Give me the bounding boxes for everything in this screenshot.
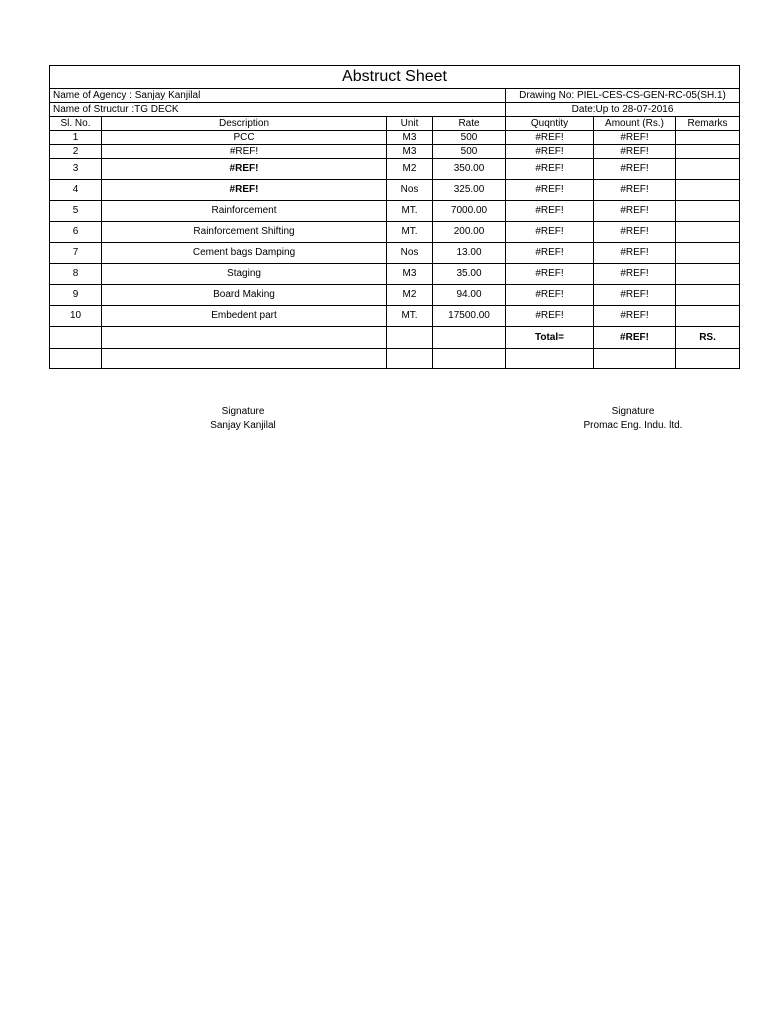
cell-sl-no: 1 [50,131,102,145]
signature-label: Signature [221,406,265,417]
table-row [50,145,740,159]
cell-amount: #REF! [594,285,676,306]
cell-amount: #REF! [594,306,676,327]
cell-quantity: #REF! [506,306,594,327]
cell-sl-no: 3 [50,159,102,180]
table-row [50,159,740,180]
cell-unit: M2 [387,285,433,306]
cell-amount: #REF! [594,243,676,264]
cell-quantity: #REF! [506,180,594,201]
cell-amount: #REF! [594,145,676,159]
cell-sl-no: 2 [50,145,102,159]
drawing-number: Drawing No: PIEL-CES-CS-GEN-RC-05(SH.1) [506,89,740,103]
sheet-title: Abstruct Sheet [50,66,740,89]
cell-remarks [676,222,740,243]
header-amount: Amount (Rs.) [594,117,676,131]
cell-quantity: #REF! [506,222,594,243]
cell-quantity: #REF! [506,145,594,159]
cell-remarks [676,145,740,159]
table-row [50,222,740,243]
table-row [50,264,740,285]
cell-description: #REF! [102,145,387,159]
cell-unit: MT. [387,201,433,222]
cell-unit: M2 [387,159,433,180]
cell-quantity: #REF! [506,131,594,145]
signature-label: Signature [611,406,655,417]
cell-remarks [676,180,740,201]
cell-rate: 35.00 [433,264,506,285]
total-row [50,327,740,349]
cell-description: Rainforcement Shifting [102,222,387,243]
header-remarks: Remarks [676,117,740,131]
cell-remarks [676,306,740,327]
abstract-sheet-table [49,65,740,369]
cell-description: #REF! [102,159,387,180]
cell-quantity: #REF! [506,243,594,264]
header-unit: Unit [387,117,433,131]
cell-description: #REF! [102,180,387,201]
total-amount: #REF! [594,327,676,349]
table-row [50,201,740,222]
cell-remarks [676,285,740,306]
cell-remarks [676,201,740,222]
cell-unit: M3 [387,131,433,145]
signature-block-company [533,405,733,433]
cell-sl-no: 9 [50,285,102,306]
table-header-row [50,117,740,131]
cell-amount: #REF! [594,159,676,180]
cell-remarks [676,159,740,180]
table-row [50,285,740,306]
cell-unit: Nos [387,243,433,264]
header-rate: Rate [433,117,506,131]
header-description: Description [102,117,387,131]
structure-name: Name of Structur :TG DECK [50,103,506,117]
cell-description: Embedent part [102,306,387,327]
cell-unit: M3 [387,264,433,285]
cell-rate: 7000.00 [433,201,506,222]
header-quantity: Quqntity [506,117,594,131]
cell-sl-no: 4 [50,180,102,201]
cell-rate: 325.00 [433,180,506,201]
cell-description: Rainforcement [102,201,387,222]
cell-sl-no: 6 [50,222,102,243]
cell-quantity: #REF! [506,264,594,285]
cell-description: Cement bags Damping [102,243,387,264]
cell-description: Board Making [102,285,387,306]
cell-description: PCC [102,131,387,145]
cell-remarks [676,264,740,285]
cell-rate: 500 [433,131,506,145]
table-row [50,243,740,264]
cell-sl-no: 7 [50,243,102,264]
table-row [50,306,740,327]
table-row [50,131,740,145]
cell-unit: M3 [387,145,433,159]
agency-name: Name of Agency : Sanjay Kanjilal [50,89,506,103]
cell-unit: MT. [387,222,433,243]
cell-amount: #REF! [594,131,676,145]
cell-rate: 17500.00 [433,306,506,327]
table-row [50,180,740,201]
cell-amount: #REF! [594,180,676,201]
total-label: Total= [506,327,594,349]
cell-rate: 500 [433,145,506,159]
cell-sl-no: 10 [50,306,102,327]
cell-sl-no: 8 [50,264,102,285]
blank-row [50,349,740,369]
signatory-name: Sanjay Kanjilal [210,420,276,431]
cell-quantity: #REF! [506,201,594,222]
cell-quantity: #REF! [506,285,594,306]
cell-rate: 200.00 [433,222,506,243]
cell-amount: #REF! [594,264,676,285]
cell-rate: 13.00 [433,243,506,264]
cell-unit: MT. [387,306,433,327]
signatory-name: Promac Eng. Indu. ltd. [583,420,683,431]
cell-description: Staging [102,264,387,285]
cell-rate: 94.00 [433,285,506,306]
total-currency: RS. [676,327,740,349]
header-sl-no: Sl. No. [50,117,102,131]
cell-amount: #REF! [594,222,676,243]
cell-remarks [676,131,740,145]
cell-remarks [676,243,740,264]
cell-quantity: #REF! [506,159,594,180]
signature-block-agency [143,405,343,433]
cell-sl-no: 5 [50,201,102,222]
cell-unit: Nos [387,180,433,201]
sheet-date: Date:Up to 28-07-2016 [506,103,740,117]
cell-amount: #REF! [594,201,676,222]
cell-rate: 350.00 [433,159,506,180]
